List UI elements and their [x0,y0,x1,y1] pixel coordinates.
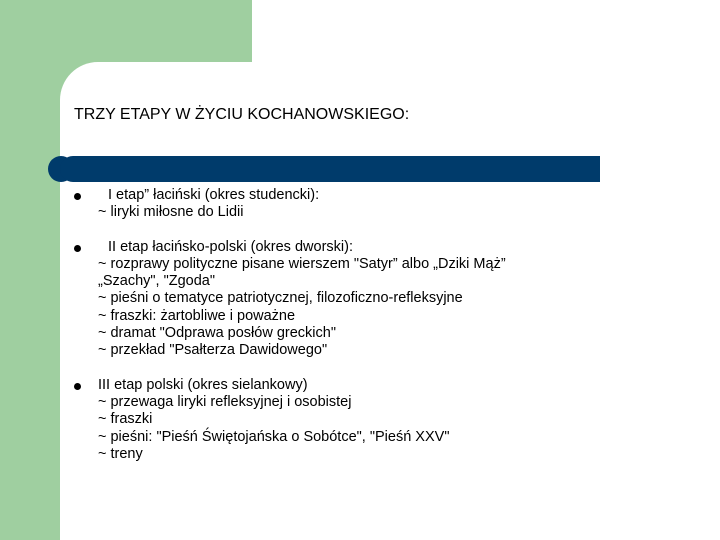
bullet-dot-icon [74,383,81,390]
bullet-item-stage-2 [74,239,674,360]
bullet-dot-icon [74,193,81,200]
bullet-heading: I etap” łaciński (okres studencki): [108,187,320,203]
bullet-line: ~ rozprawy polityczne pisane wierszem "Satyr” albo „Dziki Mąż” [98,255,506,272]
bullet-line: ~ fraszki [98,411,153,428]
bullet-line: ~ treny [98,445,143,462]
bullet-heading: II etap łacińsko-polski (okres dworski): [108,238,353,255]
bullet-line: „Szachy", "Zgoda" [98,273,215,290]
bullet-line: ~ pieśni: "Pieśń Świętojańska o Sobótce", "Pieśń XXV" [98,428,450,445]
bullet-heading: III etap polski (okres sielankowy) [98,376,308,393]
bullet-list [74,187,674,480]
slide-title: TRZY ETAPY W ŻYCIU KOCHANOWSKIEGO: [74,106,410,123]
bullet-item-stage-1 [74,187,674,222]
decorative-rounded-corner [60,62,260,142]
divider-bar [60,156,600,182]
bullet-line: ~ przekład "Psałterza Dawidowego" [98,342,328,359]
bullet-item-stage-3 [74,377,674,463]
bullet-line: ~ liryki miłosne do Lidii [98,204,244,221]
bullet-line: ~ pieśni o tematyce patriotycznej, filozoficzno-refleksyjne [98,290,463,307]
bullet-line: ~ przewaga liryki refleksyjnej i osobistej [98,393,352,410]
bullet-line: ~ dramat "Odprawa posłów greckich" [98,325,336,342]
bullet-dot-icon [74,245,81,252]
bullet-line: ~ fraszki: żartobliwe i poważne [98,307,296,324]
